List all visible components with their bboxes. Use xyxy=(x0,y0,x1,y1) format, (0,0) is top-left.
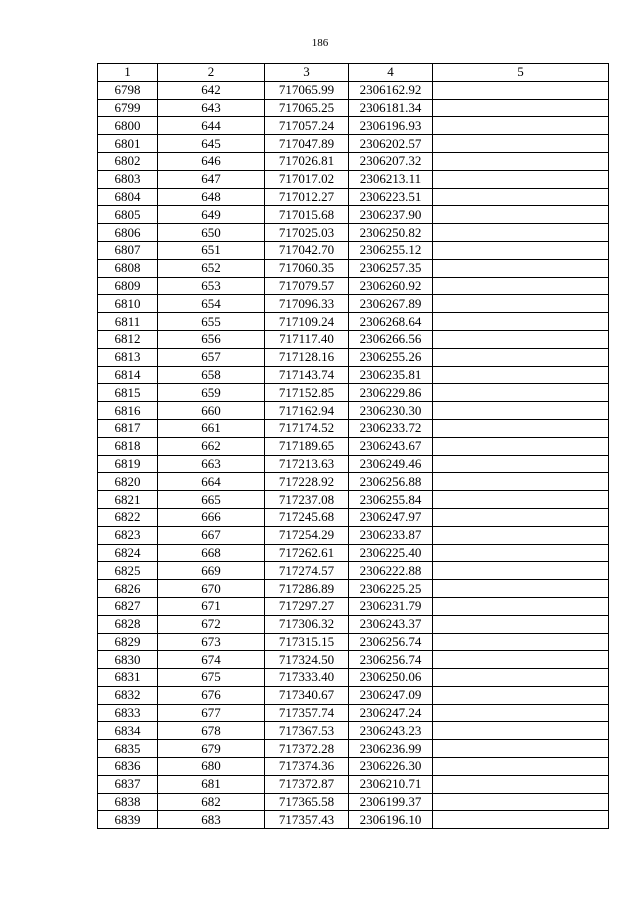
table-row xyxy=(98,455,609,473)
table-cell: 680 xyxy=(158,758,265,776)
table-cell: 681 xyxy=(158,775,265,793)
table-cell: 675 xyxy=(158,669,265,687)
table-cell xyxy=(433,758,609,776)
table-cell: 717096.33 xyxy=(265,295,349,313)
table-cell: 2306225.40 xyxy=(349,544,433,562)
table-row xyxy=(98,188,609,206)
table-cell: 665 xyxy=(158,491,265,509)
table-cell: 2306266.56 xyxy=(349,330,433,348)
table-row xyxy=(98,152,609,170)
table-cell: 6828 xyxy=(98,615,158,633)
table-cell: 717262.61 xyxy=(265,544,349,562)
table-row xyxy=(98,669,609,687)
table-cell xyxy=(433,686,609,704)
table-cell: 652 xyxy=(158,259,265,277)
table-cell: 670 xyxy=(158,580,265,598)
table-cell: 2306210.71 xyxy=(349,775,433,793)
table-row xyxy=(98,295,609,313)
table-cell: 2306247.97 xyxy=(349,508,433,526)
table-cell: 2306243.67 xyxy=(349,437,433,455)
table-cell: 674 xyxy=(158,651,265,669)
table-cell: 717365.58 xyxy=(265,793,349,811)
table-cell: 2306237.90 xyxy=(349,206,433,224)
table-cell: 717162.94 xyxy=(265,402,349,420)
table-cell: 6832 xyxy=(98,686,158,704)
table-cell: 717372.28 xyxy=(265,740,349,758)
table-cell: 6810 xyxy=(98,295,158,313)
table-cell: 2306202.57 xyxy=(349,135,433,153)
table-cell: 6839 xyxy=(98,811,158,829)
table-cell: 6818 xyxy=(98,437,158,455)
table-row xyxy=(98,686,609,704)
table-cell: 6827 xyxy=(98,597,158,615)
table-cell: 2306256.74 xyxy=(349,633,433,651)
table-cell: 717340.67 xyxy=(265,686,349,704)
table-cell: 6807 xyxy=(98,241,158,259)
table-row xyxy=(98,562,609,580)
table-cell: 717047.89 xyxy=(265,135,349,153)
table-cell: 6800 xyxy=(98,117,158,135)
table-cell: 2306247.24 xyxy=(349,704,433,722)
table-cell: 682 xyxy=(158,793,265,811)
table-cell: 2306257.35 xyxy=(349,259,433,277)
table-cell: 717079.57 xyxy=(265,277,349,295)
table-cell: 6817 xyxy=(98,419,158,437)
table-cell xyxy=(433,562,609,580)
table-cell: 650 xyxy=(158,224,265,242)
table-cell: 2306229.86 xyxy=(349,384,433,402)
table-row xyxy=(98,99,609,117)
table-cell: 717174.52 xyxy=(265,419,349,437)
table-cell: 6802 xyxy=(98,152,158,170)
table-cell xyxy=(433,437,609,455)
table-cell: 6834 xyxy=(98,722,158,740)
table-cell: 2306243.37 xyxy=(349,615,433,633)
table-row xyxy=(98,81,609,99)
table-row xyxy=(98,580,609,598)
table-cell xyxy=(433,81,609,99)
table-cell: 6838 xyxy=(98,793,158,811)
table-row xyxy=(98,615,609,633)
column-header: 5 xyxy=(433,64,609,82)
table-cell: 717057.24 xyxy=(265,117,349,135)
table-row xyxy=(98,775,609,793)
table-cell: 2306233.72 xyxy=(349,419,433,437)
table-cell: 2306162.92 xyxy=(349,81,433,99)
table-cell: 717143.74 xyxy=(265,366,349,384)
table-cell: 6835 xyxy=(98,740,158,758)
table-cell: 717128.16 xyxy=(265,348,349,366)
table-cell: 2306213.11 xyxy=(349,170,433,188)
table-cell: 2306256.88 xyxy=(349,473,433,491)
table-row xyxy=(98,384,609,402)
table-cell: 717306.32 xyxy=(265,615,349,633)
table-cell xyxy=(433,633,609,651)
table-cell: 2306226.30 xyxy=(349,758,433,776)
column-header: 3 xyxy=(265,64,349,82)
table-cell: 648 xyxy=(158,188,265,206)
table-cell xyxy=(433,704,609,722)
table-cell: 717297.27 xyxy=(265,597,349,615)
table-cell xyxy=(433,419,609,437)
table-cell xyxy=(433,651,609,669)
table-cell: 717357.74 xyxy=(265,704,349,722)
table-cell xyxy=(433,152,609,170)
table-cell xyxy=(433,508,609,526)
table-row xyxy=(98,473,609,491)
column-header: 4 xyxy=(349,64,433,82)
table-cell: 667 xyxy=(158,526,265,544)
table-cell: 2306207.32 xyxy=(349,152,433,170)
column-header: 1 xyxy=(98,64,158,82)
table-cell: 2306247.09 xyxy=(349,686,433,704)
table-cell: 717372.87 xyxy=(265,775,349,793)
table-row xyxy=(98,526,609,544)
table-row xyxy=(98,508,609,526)
table-cell: 6804 xyxy=(98,188,158,206)
table-cell: 6812 xyxy=(98,330,158,348)
table-cell: 656 xyxy=(158,330,265,348)
table-cell: 2306236.99 xyxy=(349,740,433,758)
table-cell: 646 xyxy=(158,152,265,170)
table-cell: 677 xyxy=(158,704,265,722)
table-cell: 662 xyxy=(158,437,265,455)
table-cell: 2306235.81 xyxy=(349,366,433,384)
table-cell xyxy=(433,455,609,473)
table-cell: 2306225.25 xyxy=(349,580,433,598)
coordinates-table xyxy=(97,63,609,829)
table-cell: 717213.63 xyxy=(265,455,349,473)
table-cell xyxy=(433,811,609,829)
table-cell: 653 xyxy=(158,277,265,295)
table-cell: 6822 xyxy=(98,508,158,526)
table-cell: 2306267.89 xyxy=(349,295,433,313)
table-cell: 2306268.64 xyxy=(349,313,433,331)
table-cell: 717117.40 xyxy=(265,330,349,348)
table-cell xyxy=(433,224,609,242)
table-cell: 649 xyxy=(158,206,265,224)
table-cell: 657 xyxy=(158,348,265,366)
table-cell xyxy=(433,295,609,313)
table-cell: 717237.08 xyxy=(265,491,349,509)
table-row xyxy=(98,277,609,295)
table-cell: 6808 xyxy=(98,259,158,277)
table-row xyxy=(98,740,609,758)
table-cell: 2306231.79 xyxy=(349,597,433,615)
table-cell: 672 xyxy=(158,615,265,633)
table-cell xyxy=(433,544,609,562)
table-cell: 6803 xyxy=(98,170,158,188)
table-cell: 2306196.93 xyxy=(349,117,433,135)
table-row xyxy=(98,651,609,669)
table-cell: 2306196.10 xyxy=(349,811,433,829)
table-cell: 663 xyxy=(158,455,265,473)
table-cell: 717015.68 xyxy=(265,206,349,224)
table-cell: 6833 xyxy=(98,704,158,722)
table-row xyxy=(98,224,609,242)
table-cell xyxy=(433,366,609,384)
table-cell: 717357.43 xyxy=(265,811,349,829)
table-cell: 673 xyxy=(158,633,265,651)
table-cell xyxy=(433,117,609,135)
table-cell: 645 xyxy=(158,135,265,153)
table-cell: 6825 xyxy=(98,562,158,580)
table-cell: 6801 xyxy=(98,135,158,153)
table-cell: 2306255.84 xyxy=(349,491,433,509)
table-cell: 717109.24 xyxy=(265,313,349,331)
table-cell: 659 xyxy=(158,384,265,402)
table-cell: 647 xyxy=(158,170,265,188)
table-cell: 642 xyxy=(158,81,265,99)
page-number: 186 xyxy=(311,37,329,49)
table-cell xyxy=(433,135,609,153)
table-cell: 2306256.74 xyxy=(349,651,433,669)
table-header-row xyxy=(98,64,609,82)
table-cell: 2306250.06 xyxy=(349,669,433,687)
table-cell: 671 xyxy=(158,597,265,615)
table-row xyxy=(98,437,609,455)
table-cell: 6814 xyxy=(98,366,158,384)
table-cell: 683 xyxy=(158,811,265,829)
table-cell: 717333.40 xyxy=(265,669,349,687)
table-cell xyxy=(433,526,609,544)
table-cell: 717228.92 xyxy=(265,473,349,491)
table-cell: 661 xyxy=(158,419,265,437)
table-row xyxy=(98,491,609,509)
table-cell: 6815 xyxy=(98,384,158,402)
table-cell: 6821 xyxy=(98,491,158,509)
table-cell: 2306223.51 xyxy=(349,188,433,206)
table-cell xyxy=(433,722,609,740)
table-cell: 6826 xyxy=(98,580,158,598)
table-row xyxy=(98,117,609,135)
table-cell: 6837 xyxy=(98,775,158,793)
table-cell: 717065.25 xyxy=(265,99,349,117)
table-cell: 6806 xyxy=(98,224,158,242)
table-cell xyxy=(433,206,609,224)
table-cell: 6830 xyxy=(98,651,158,669)
table-cell: 6816 xyxy=(98,402,158,420)
table-cell: 679 xyxy=(158,740,265,758)
table-cell: 6805 xyxy=(98,206,158,224)
table-row xyxy=(98,330,609,348)
table-cell: 6813 xyxy=(98,348,158,366)
table-cell: 2306181.34 xyxy=(349,99,433,117)
table-cell: 660 xyxy=(158,402,265,420)
table-cell xyxy=(433,188,609,206)
table-cell xyxy=(433,277,609,295)
table-cell xyxy=(433,99,609,117)
table-cell: 6823 xyxy=(98,526,158,544)
table-cell: 717026.81 xyxy=(265,152,349,170)
table-cell: 644 xyxy=(158,117,265,135)
table-cell: 717025.03 xyxy=(265,224,349,242)
column-header: 2 xyxy=(158,64,265,82)
table-row xyxy=(98,811,609,829)
table-cell: 664 xyxy=(158,473,265,491)
table-cell: 717152.85 xyxy=(265,384,349,402)
table-cell: 717017.02 xyxy=(265,170,349,188)
table-cell: 717042.70 xyxy=(265,241,349,259)
table-cell: 2306255.12 xyxy=(349,241,433,259)
table-cell xyxy=(433,775,609,793)
table-cell: 717012.27 xyxy=(265,188,349,206)
table-cell: 668 xyxy=(158,544,265,562)
table-cell xyxy=(433,330,609,348)
table-cell: 717189.65 xyxy=(265,437,349,455)
table-row xyxy=(98,135,609,153)
table-cell: 6824 xyxy=(98,544,158,562)
table-row xyxy=(98,241,609,259)
table-cell: 654 xyxy=(158,295,265,313)
table-cell: 717060.35 xyxy=(265,259,349,277)
table-cell xyxy=(433,740,609,758)
table-cell: 2306233.87 xyxy=(349,526,433,544)
table-cell: 2306222.88 xyxy=(349,562,433,580)
table-cell: 717245.68 xyxy=(265,508,349,526)
table-row xyxy=(98,313,609,331)
table-cell: 666 xyxy=(158,508,265,526)
table-cell xyxy=(433,473,609,491)
table-cell: 717286.89 xyxy=(265,580,349,598)
table-cell: 2306230.30 xyxy=(349,402,433,420)
table-row xyxy=(98,419,609,437)
table-cell: 2306199.37 xyxy=(349,793,433,811)
table-cell xyxy=(433,491,609,509)
table-cell xyxy=(433,580,609,598)
table-cell: 676 xyxy=(158,686,265,704)
table-row xyxy=(98,402,609,420)
table-cell xyxy=(433,597,609,615)
table-cell: 6831 xyxy=(98,669,158,687)
table-row xyxy=(98,259,609,277)
table-cell: 6798 xyxy=(98,81,158,99)
table-cell: 651 xyxy=(158,241,265,259)
table-cell: 669 xyxy=(158,562,265,580)
table-cell xyxy=(433,402,609,420)
table-cell: 717315.15 xyxy=(265,633,349,651)
table-cell xyxy=(433,241,609,259)
table-cell xyxy=(433,313,609,331)
table-row xyxy=(98,758,609,776)
table-cell xyxy=(433,259,609,277)
table-row xyxy=(98,348,609,366)
table-cell xyxy=(433,615,609,633)
table-cell: 717324.50 xyxy=(265,651,349,669)
table-cell: 717274.57 xyxy=(265,562,349,580)
table-row xyxy=(98,366,609,384)
table-row xyxy=(98,704,609,722)
table-cell: 717374.36 xyxy=(265,758,349,776)
table-cell xyxy=(433,348,609,366)
table-row xyxy=(98,633,609,651)
table-body xyxy=(98,81,609,828)
table-row xyxy=(98,170,609,188)
table-cell: 6819 xyxy=(98,455,158,473)
table-cell: 2306243.23 xyxy=(349,722,433,740)
table-cell: 678 xyxy=(158,722,265,740)
table-cell: 658 xyxy=(158,366,265,384)
table-cell: 2306250.82 xyxy=(349,224,433,242)
table-cell: 6809 xyxy=(98,277,158,295)
table-cell: 2306260.92 xyxy=(349,277,433,295)
table-cell xyxy=(433,170,609,188)
table-row xyxy=(98,793,609,811)
table-cell xyxy=(433,793,609,811)
table-cell: 717254.29 xyxy=(265,526,349,544)
table-cell: 717065.99 xyxy=(265,81,349,99)
table-cell xyxy=(433,384,609,402)
table-cell: 2306249.46 xyxy=(349,455,433,473)
table-row xyxy=(98,544,609,562)
table-row xyxy=(98,597,609,615)
table-cell: 6811 xyxy=(98,313,158,331)
table-cell: 6829 xyxy=(98,633,158,651)
table-cell: 2306255.26 xyxy=(349,348,433,366)
table-cell: 6799 xyxy=(98,99,158,117)
table-cell: 643 xyxy=(158,99,265,117)
table-cell: 6836 xyxy=(98,758,158,776)
table-cell: 717367.53 xyxy=(265,722,349,740)
table-cell xyxy=(433,669,609,687)
table-cell: 655 xyxy=(158,313,265,331)
table-cell: 6820 xyxy=(98,473,158,491)
table-row xyxy=(98,206,609,224)
table-row xyxy=(98,722,609,740)
